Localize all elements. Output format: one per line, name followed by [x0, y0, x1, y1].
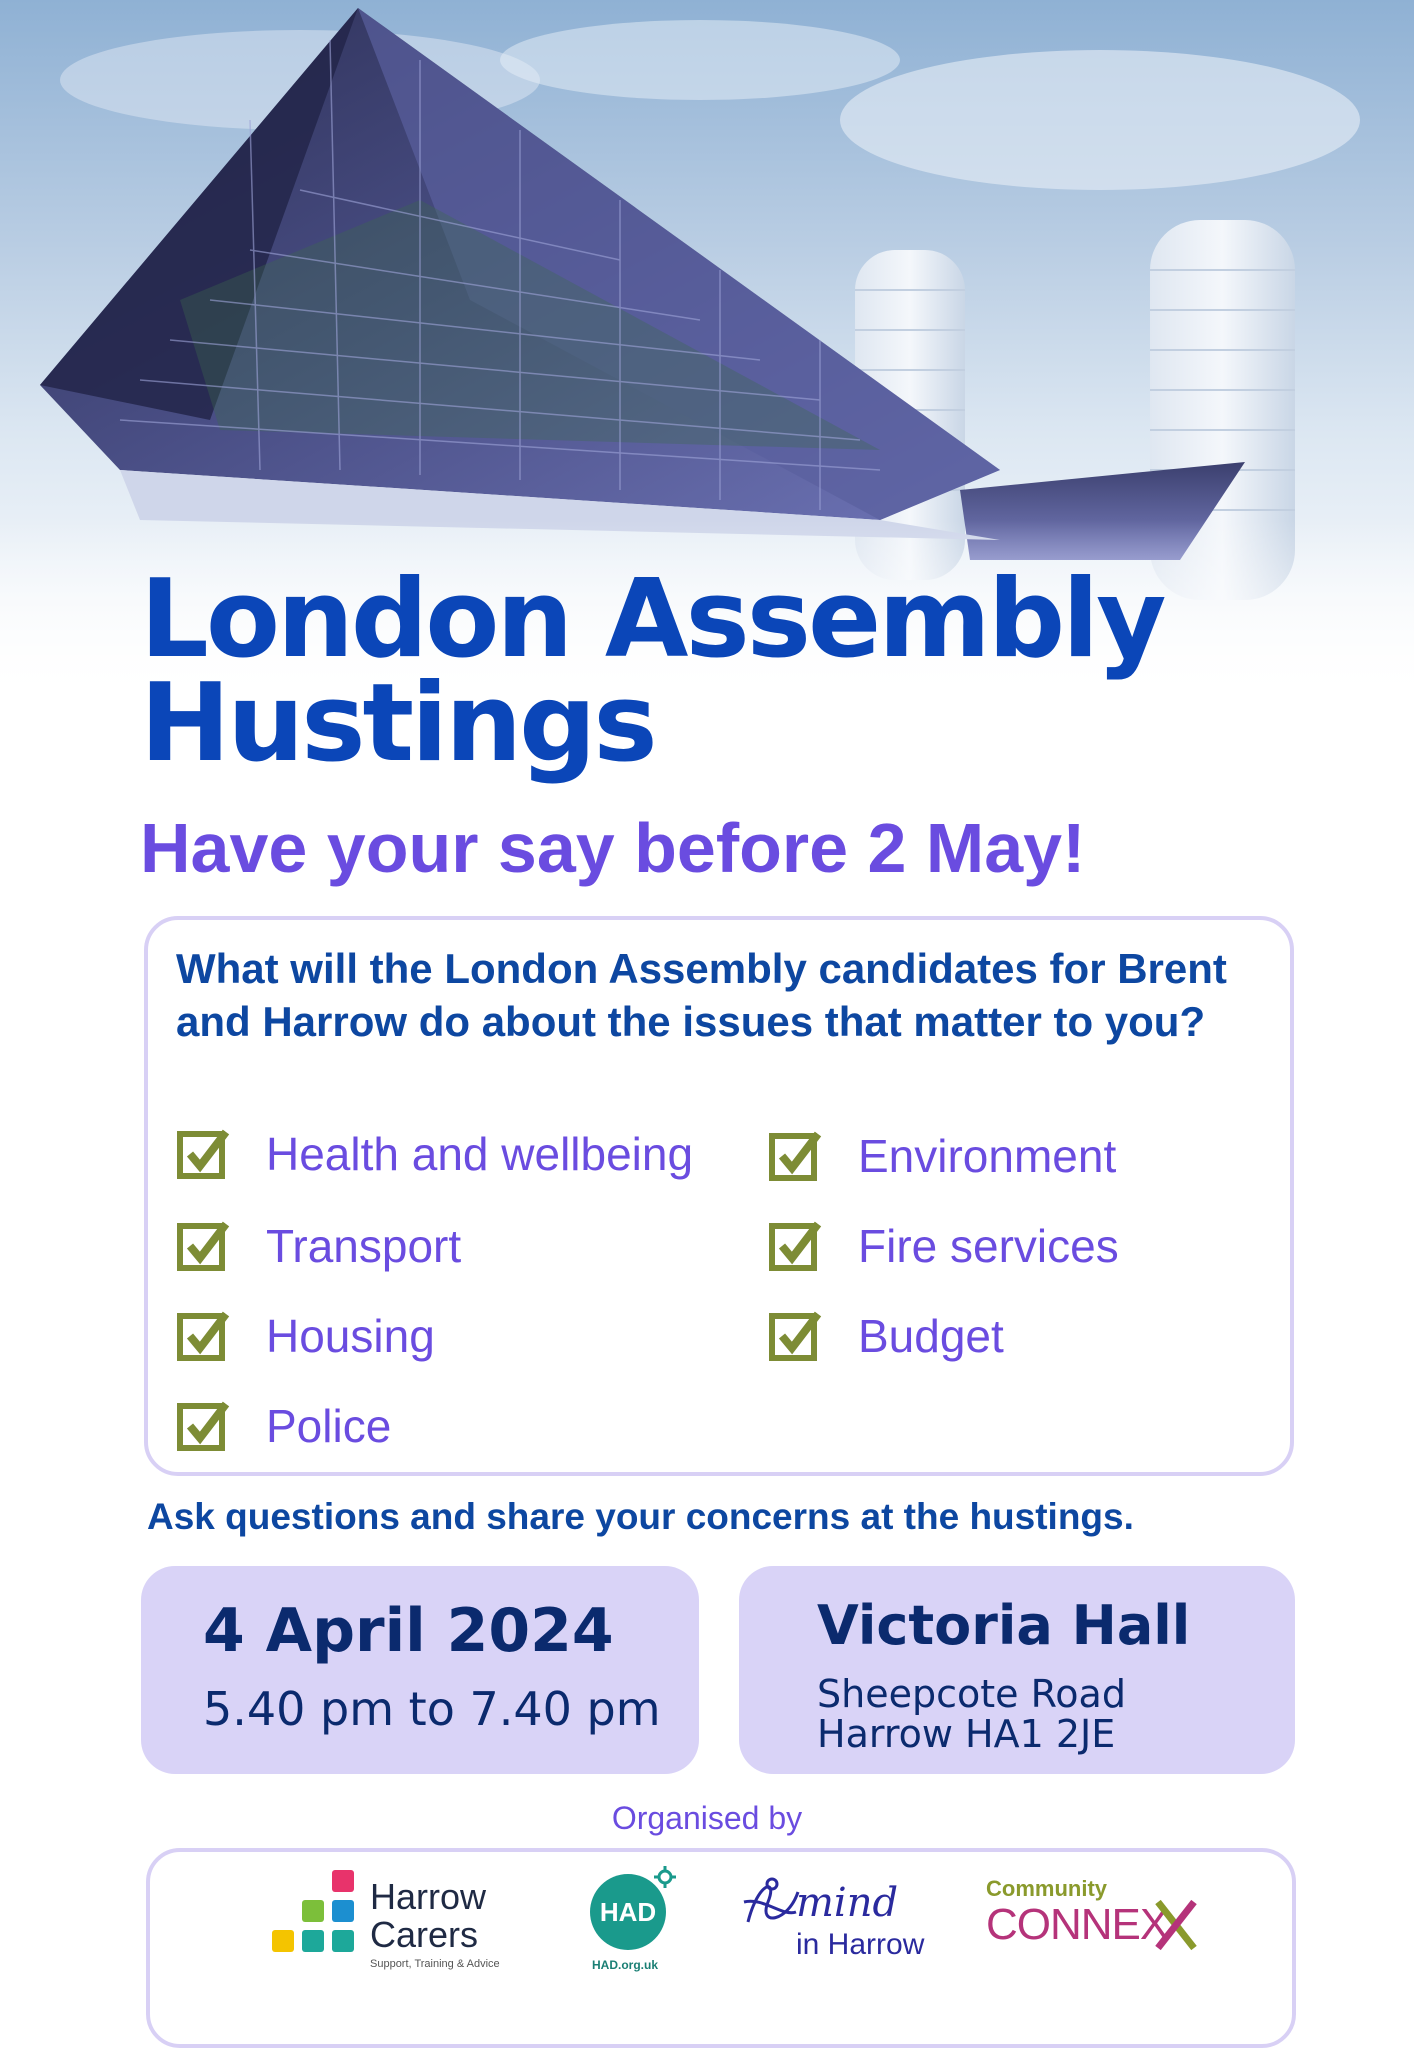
checkbox-ticked-icon: [768, 1308, 824, 1364]
subtitle: Have your say before 2 May!: [140, 809, 1086, 887]
harrow-carers-name-line-1: Harrow: [370, 1876, 487, 1917]
venue-address-line-2: Harrow HA1 2JE: [817, 1712, 1116, 1756]
issue-item: [768, 1218, 1119, 1274]
issue-item: [176, 1126, 693, 1182]
ask-questions-text: Ask questions and share your concerns at the hustings.: [147, 1496, 1134, 1537]
issue-label: Budget: [858, 1310, 1004, 1362]
checkbox-ticked-icon: [176, 1308, 232, 1364]
issue-item: [176, 1398, 391, 1454]
issues-panel: [144, 916, 1294, 1476]
title-line-2: Hustings: [140, 661, 655, 786]
organised-by-label: Organised by: [611, 1800, 803, 1836]
event-date: 4 April 2024: [203, 1596, 614, 1666]
issue-item: [768, 1128, 1116, 1184]
venue-panel: [739, 1566, 1295, 1774]
event-date-panel: [141, 1566, 699, 1774]
mind-figure-icon: [738, 1872, 802, 1936]
issue-label: Fire services: [858, 1220, 1119, 1272]
harrow-carers-tagline: Support, Training & Advice: [370, 1958, 500, 1970]
issue-label: Environment: [858, 1130, 1117, 1182]
question-text: What will the London Assembly candidates for Brent and Harrow do about the issues that matter to you?: [176, 945, 1227, 1045]
title-line-1: London Assembly: [140, 557, 1164, 682]
venue-name: Victoria Hall: [817, 1594, 1191, 1657]
had-url: HAD.org.uk: [592, 1958, 658, 1972]
venue-address-line-1: Sheepcote Road: [817, 1672, 1126, 1716]
checkbox-ticked-icon: [176, 1398, 232, 1454]
checkbox-ticked-icon: [176, 1218, 232, 1274]
issue-item: [176, 1308, 435, 1364]
issue-label: Housing: [266, 1310, 435, 1362]
gear-icon: [654, 1866, 676, 1888]
event-time: 5.40 pm to 7.40 pm: [203, 1682, 661, 1736]
page-title: [140, 557, 1164, 786]
organisers-panel: [146, 1848, 1296, 2048]
community-connex-logo: [986, 1870, 1196, 1970]
issue-label: Police: [266, 1400, 392, 1452]
mind-wordmark: mind: [796, 1880, 899, 1926]
issue-item: [176, 1218, 461, 1274]
checkbox-ticked-icon: [768, 1218, 824, 1274]
harrow-carers-name-line-2: Carers: [370, 1914, 479, 1955]
harrow-carers-squares-icon: [268, 1870, 360, 1970]
issue-label: Transport: [266, 1220, 462, 1272]
connex-x-icon: [1154, 1898, 1198, 1952]
checkbox-ticked-icon: [768, 1128, 824, 1184]
issue-item: [768, 1308, 1004, 1364]
harrow-carers-logo: [268, 1870, 528, 1980]
community-connex-top: Community: [986, 1876, 1107, 1901]
issue-label: Health and wellbeing: [266, 1128, 694, 1180]
mind-subtitle: in Harrow: [796, 1928, 925, 1961]
had-badge: HAD: [590, 1874, 666, 1950]
had-logo: [590, 1866, 690, 1976]
community-connex-bottom: CONNEX: [986, 1900, 1169, 1949]
checkbox-ticked-icon: [176, 1126, 232, 1182]
mind-in-harrow-logo: [738, 1870, 978, 1980]
